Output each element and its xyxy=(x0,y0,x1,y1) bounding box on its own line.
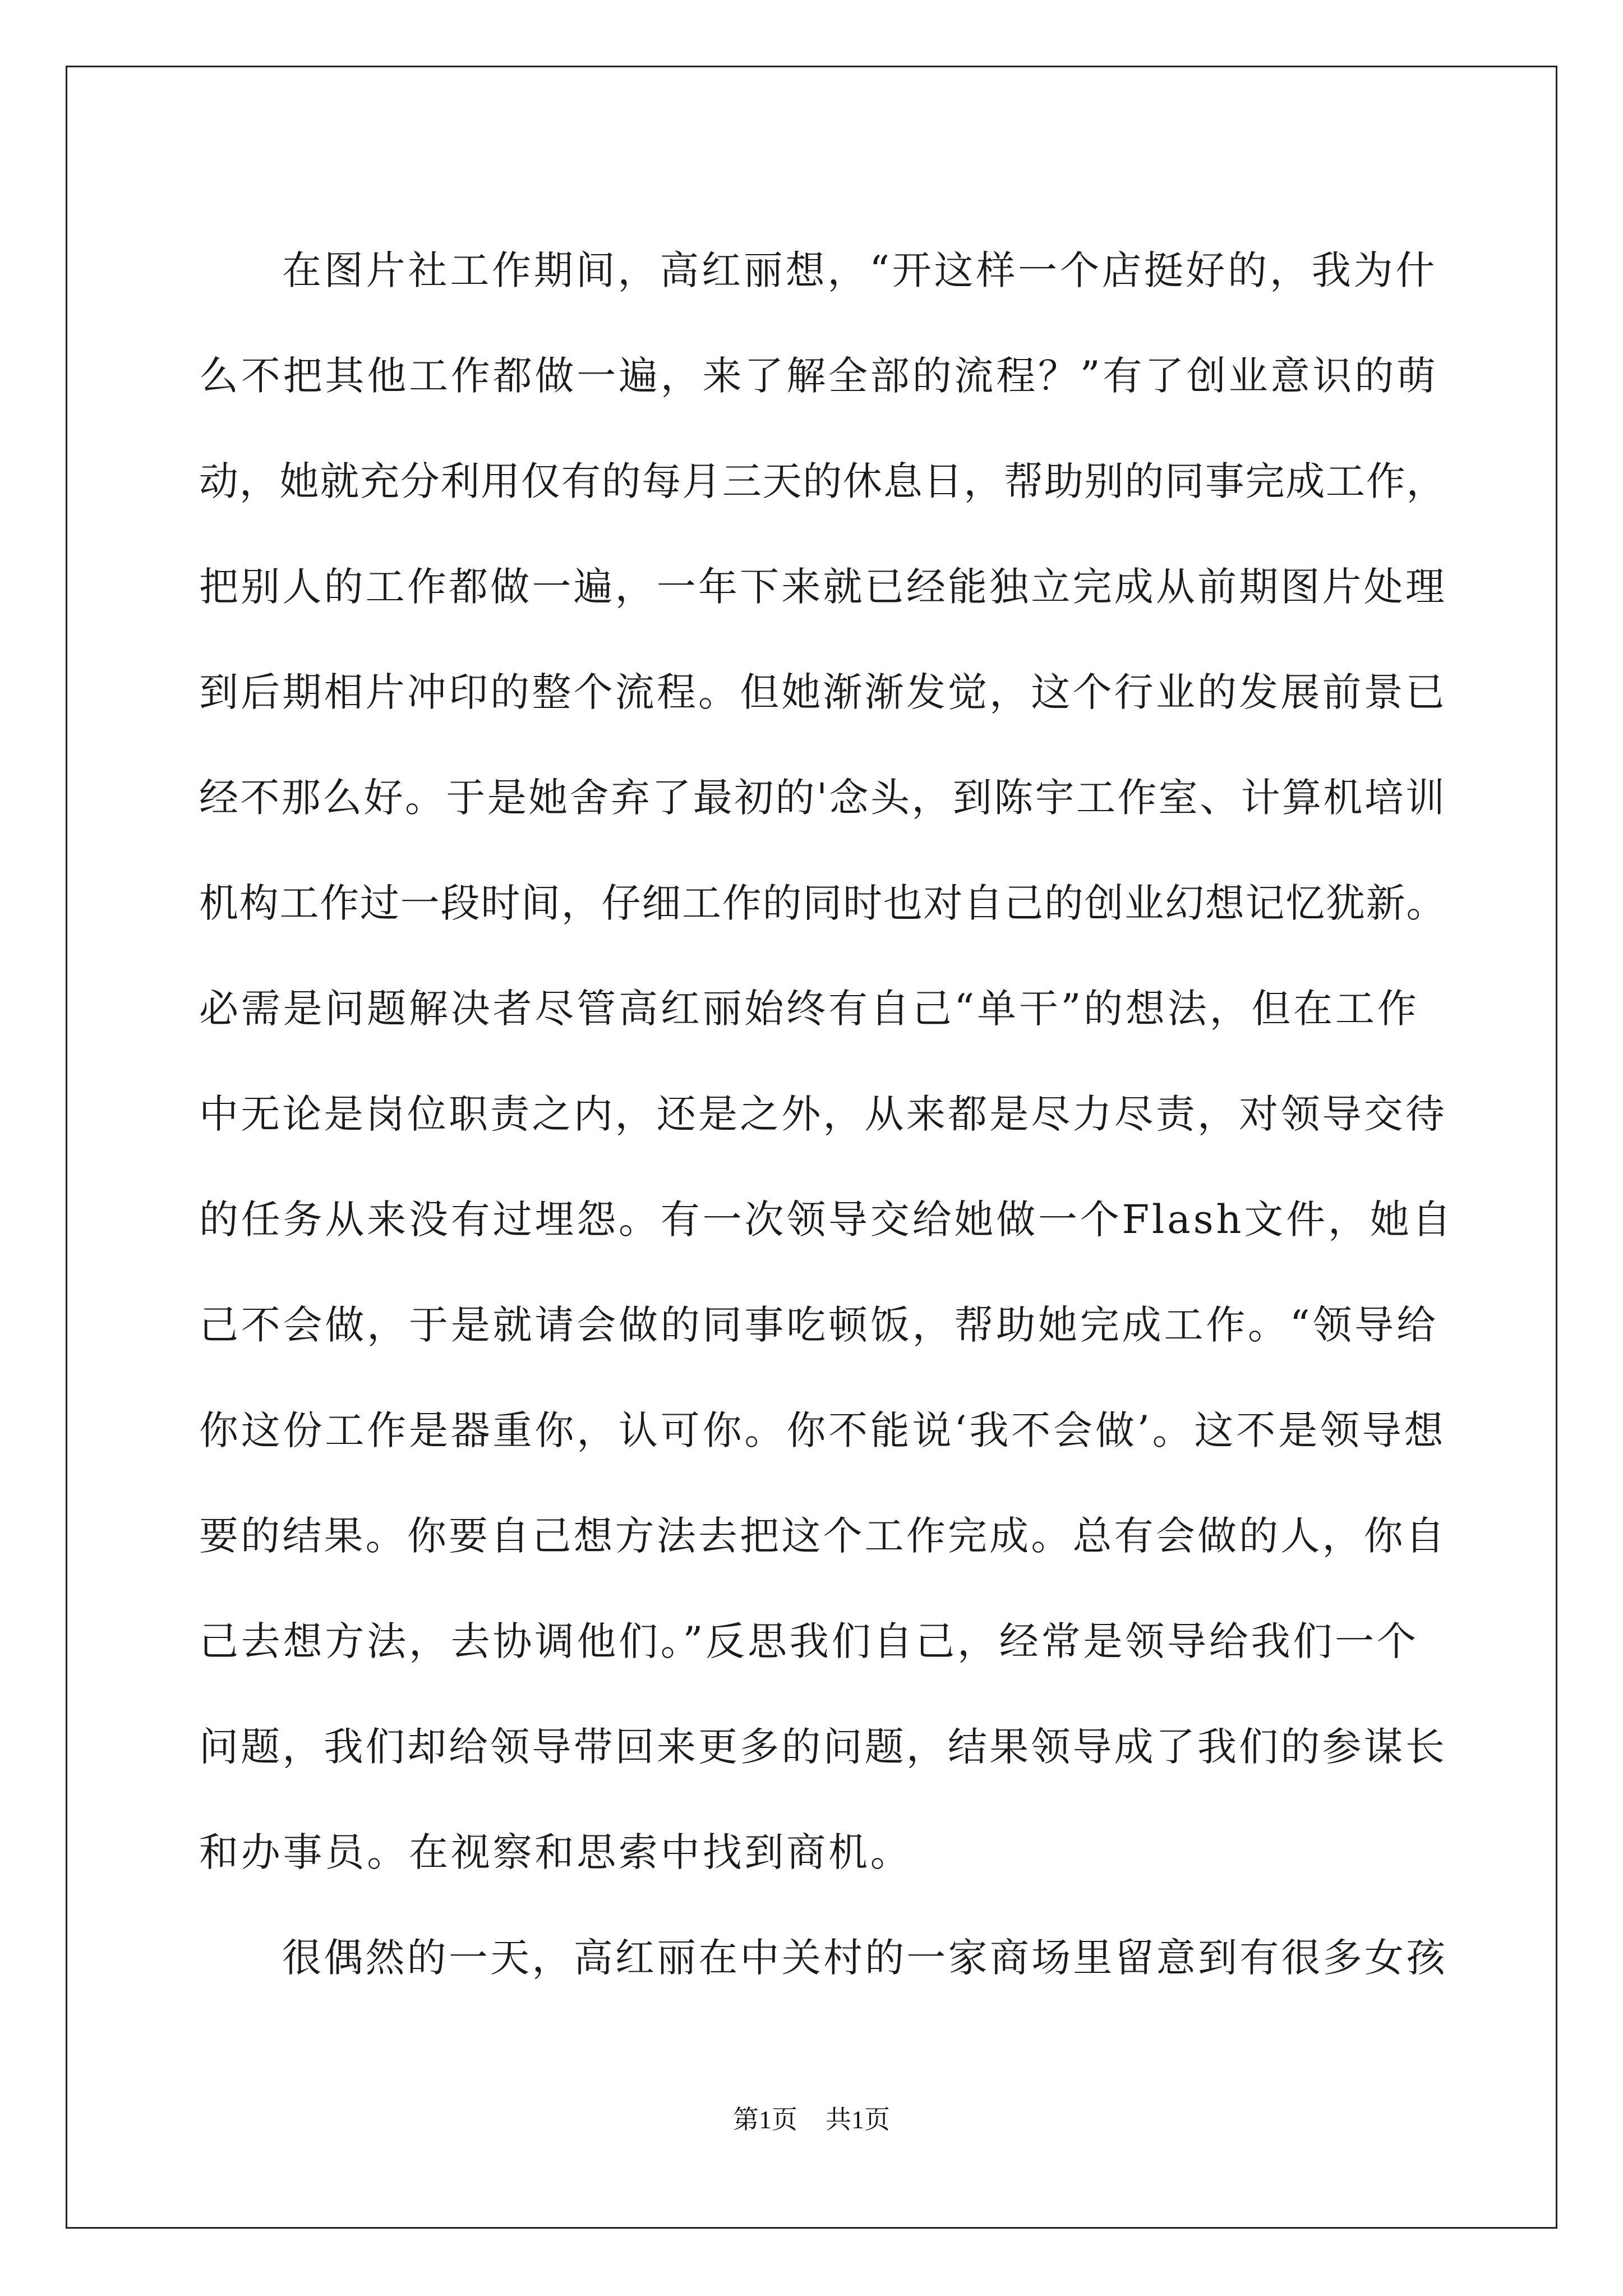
text-line: 问题，我们却给领导带回来更多的问题，结果领导成了我们的参谋长 xyxy=(199,1724,1447,1770)
text-line: 中无论是岗位职责之内，还是之外，从来都是尽力尽责，对领导交待 xyxy=(199,1091,1447,1137)
text-line: 很偶然的一天，高红丽在中关村的一家商场里留意到有很多女孩 xyxy=(282,1935,1448,1981)
text-line: 在图片社工作期间，高红丽想，“开这样一个店挺好的，我为什 xyxy=(282,247,1438,293)
text-line: 必需是问题解决者尽管高红丽始终有自己“单干”的想法，但在工作 xyxy=(199,986,1419,1032)
text-line: 动，她就充分利用仅有的每月三天的休息日，帮助别的同事完成工作， xyxy=(199,458,1447,504)
document-body xyxy=(199,218,1455,2010)
page-total: 共1页 xyxy=(826,2105,890,2134)
text-line: 己去想方法，去协调他们。”反思我们自己，经常是领导给我们一个 xyxy=(199,1618,1419,1664)
text-line: 把别人的工作都做一遍，一年下来就已经能独立完成从前期图片处理 xyxy=(199,564,1447,610)
text-line: 的任务从来没有过埋怨。有一次领导交给她做一个Flash文件，她自 xyxy=(199,1197,1454,1243)
text-line: 机构工作过一段时间，仔细工作的同时也对自己的创业幻想记忆犹新。 xyxy=(199,880,1447,926)
text-line: 要的结果。你要自己想方法去把这个工作完成。总有会做的人，你自 xyxy=(199,1513,1447,1559)
text-line: 己不会做，于是就请会做的同事吃顿饭，帮助她完成工作。“领导给 xyxy=(199,1302,1438,1348)
page-footer xyxy=(0,2099,1623,2136)
text-line: 经不那么好。于是她舍弃了最初的'念头，到陈宇工作室、计算机培训 xyxy=(199,775,1447,821)
text-line: 你这份工作是器重你，认可你。你不能说‘我不会做’。这不是领导想 xyxy=(199,1407,1446,1453)
text-line: 么不把其他工作都做一遍，来了解全部的流程？”有了创业意识的萌 xyxy=(199,353,1438,399)
page-number: 第1页 xyxy=(733,2105,797,2134)
text-line: 到后期相片冲印的整个流程。但她渐渐发觉，这个行业的发展前景已 xyxy=(199,669,1447,715)
text-line: 和办事员。在视察和思索中找到商机。 xyxy=(199,1829,912,1875)
